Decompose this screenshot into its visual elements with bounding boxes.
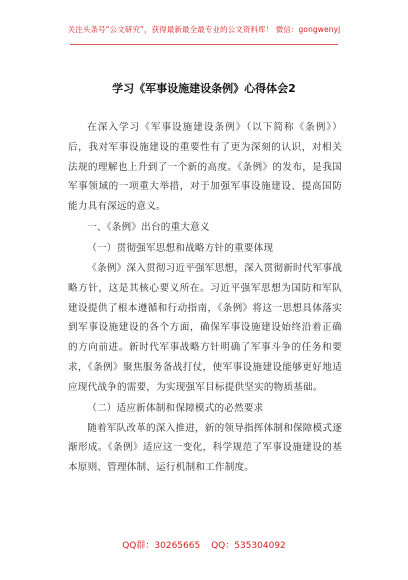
subsection-heading: （二）适应新体制和保障模式的必然要求 (87, 402, 264, 414)
qq-number: QQ：535304092 (211, 541, 286, 551)
qq-group-number: QQ群：30265665 (122, 541, 201, 551)
subsection-paragraph: 《条例》深入贯彻习近平强军思想，深入贯彻新时代军事战略方针，这是其核心要义所在。习近平强军思想为国防和军队建设提供了根本遵循和行动指南，《条例》将这一思想具体落实到军事设施建设的各个方面，确保军事设施建设始终沿着正确的方向前进。新时代军事战略方针明确了军事斗争的任务和要求，《条例》聚焦服务备战打仗，使军事设施建设能够更好地适应现代战争的需要，为实现强军目标提供坚实的物质基础。 (68, 262, 342, 393)
header-promo-note: 关注头条号“公文研究”，获得最新最全最专业的公文资料库！ 微信：gongwenyj (67, 25, 341, 34)
document-title: 学习《军事设施建设条例》心得体会2 (112, 82, 296, 95)
footer-contact (0, 538, 408, 551)
document-body (68, 118, 342, 478)
subsection-heading: （一）贯彻强军思想和战略方针的重要体现 (87, 242, 274, 254)
section-heading: 一、《条例》出台的重大意义 (87, 221, 210, 233)
intro-paragraph: 在深入学习《军事设施建设条例》（以下简称《条例》）后，我对军事设施建设的重要性有了更为深刻的认识，对相关法规的理解也上升到了一个新的高度。《条例》的发布，是我国军事领域的一项重大举措，对于加强军事设施建设、提高国防能力具有深远的意义。 (68, 122, 342, 213)
header-divider (70, 44, 338, 45)
subsection-paragraph: 随着军队改革的深入推进，新的领导指挥体制和保障模式逐渐形成。《条例》适应这一变化，科学规范了军事设施建设的基本原则、管理体制、运行机制和工作制度。 (68, 422, 342, 474)
